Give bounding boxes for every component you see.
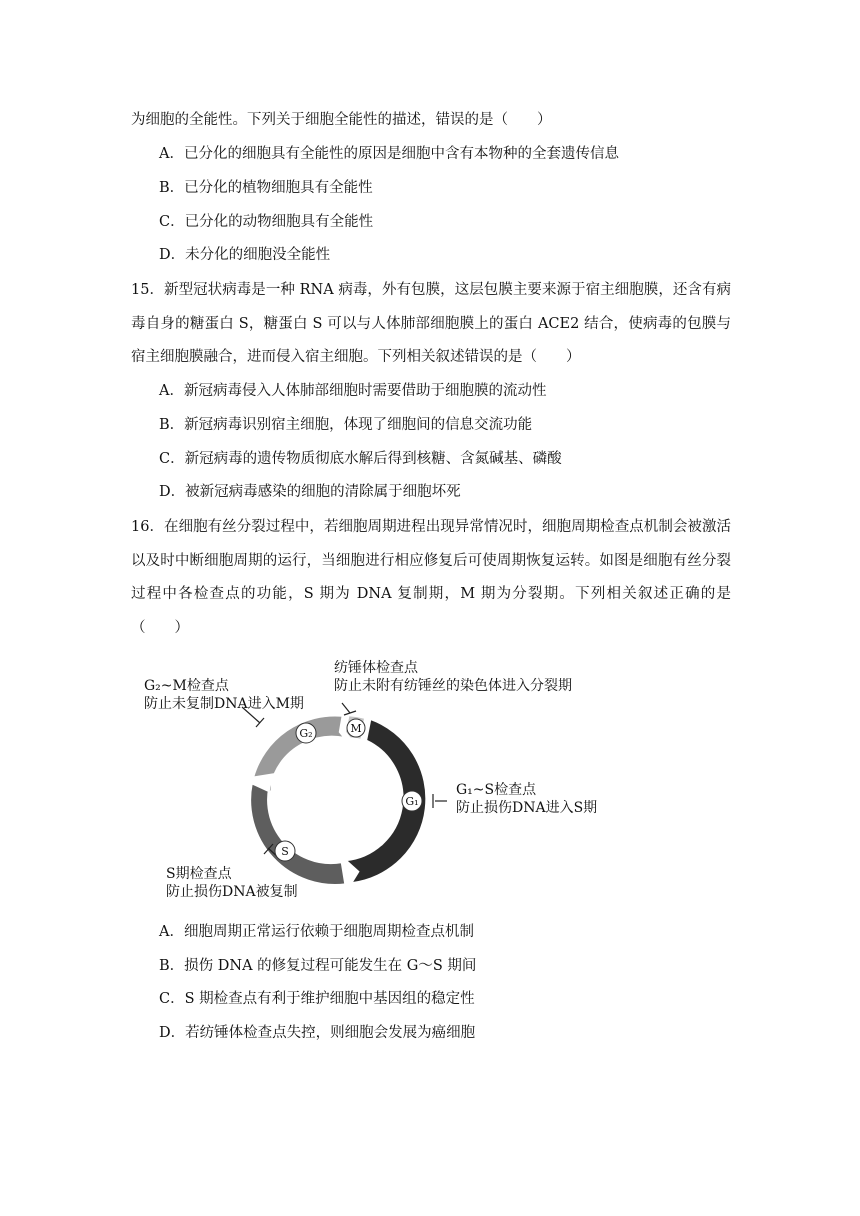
s-checkpoint-title: S期检查点 [166, 866, 232, 882]
q14-option-a: A．已分化的细胞具有全能性的原因是细胞中含有本物种的全套遗传信息 [159, 146, 619, 162]
g1s-checkpoint-desc: 防止损伤DNA进入S期 [456, 800, 598, 816]
q15-stem: 15．新型冠状病毒是一种 RNA 病毒，外有包膜，这层包膜主要来源于宿主细胞膜，还含有病毒自身的糖蛋白 S，糖蛋白 S 可以与人体肺部细胞膜上的蛋白 ACE2 结合，使病毒的包膜与宿主细胞膜融合，进而侵入宿主细胞。下列相关叙述错误的是（ ） [131, 282, 731, 365]
q16-stem: 16．在细胞有丝分裂过程中，若细胞周期进程出现异常情况时，细胞周期检查点机制会被激活以及时中断细胞周期的运行，当细胞进行相应修复后可使周期恢复运转。如图是细胞有丝分裂过程中各检查点的功能，S 期为 DNA 复制期，M 期为分裂期。下列相关叙述正确的是（ ） [131, 519, 731, 636]
s-checkpoint-desc: 防止损伤DNA被复制 [166, 884, 298, 900]
cell-cycle-figure [130, 655, 630, 905]
q14-option-d: D．未分化的细胞没全能性 [159, 247, 331, 263]
q15-option-d: D．被新冠病毒感染的细胞的清除属于细胞坏死 [159, 484, 461, 500]
q14-option-b: B．已分化的植物细胞具有全能性 [159, 180, 373, 196]
spindle-checkpoint-title: 纺锤体检查点 [334, 660, 418, 676]
q15-option-b: B．新冠病毒识别宿主细胞，体现了细胞间的信息交流功能 [159, 417, 533, 433]
q16-option-b: B．损伤 DNA 的修复过程可能发生在 G～S 期间 [159, 958, 477, 974]
q14-stem-tail: 为细胞的全能性。下列关于细胞全能性的描述，错误的是（ ） [131, 112, 552, 128]
g1-marker-text: G₁ [405, 795, 419, 808]
spindle-pointer-line [342, 703, 350, 713]
q16-option-d: D．若纺锤体检查点失控，则细胞会发展为癌细胞 [159, 1025, 476, 1041]
q15-option-a: A．新冠病毒侵入人体肺部细胞时需要借助于细胞膜的流动性 [159, 383, 547, 399]
s-marker-text: S [281, 845, 289, 858]
g2-marker-text: G₂ [299, 727, 313, 740]
m-marker-text: M [350, 722, 362, 735]
g2-phase-arc [253, 715, 345, 777]
q16-option-c: C．S 期检查点有利于维护细胞中基因组的稳定性 [159, 991, 475, 1007]
s-phase-arc [250, 775, 345, 885]
q15-option-c: C．新冠病毒的遗传物质彻底水解后得到核糖、含氮碱基、磷酸 [159, 451, 562, 467]
q16-option-a: A．细胞周期正常运行依赖于细胞周期检查点机制 [159, 924, 474, 940]
g1s-checkpoint-title: G₁~S检查点 [456, 782, 537, 798]
q14-option-c: C．已分化的动物细胞具有全能性 [159, 214, 374, 230]
spindle-checkpoint-desc: 防止未附有纺锤丝的染色体进入分裂期 [334, 678, 572, 694]
g2m-checkpoint-desc: 防止未复制DNA进入M期 [144, 696, 304, 712]
g2m-checkpoint-title: G₂~M检查点 [144, 678, 229, 694]
g2m-bar [256, 718, 264, 727]
